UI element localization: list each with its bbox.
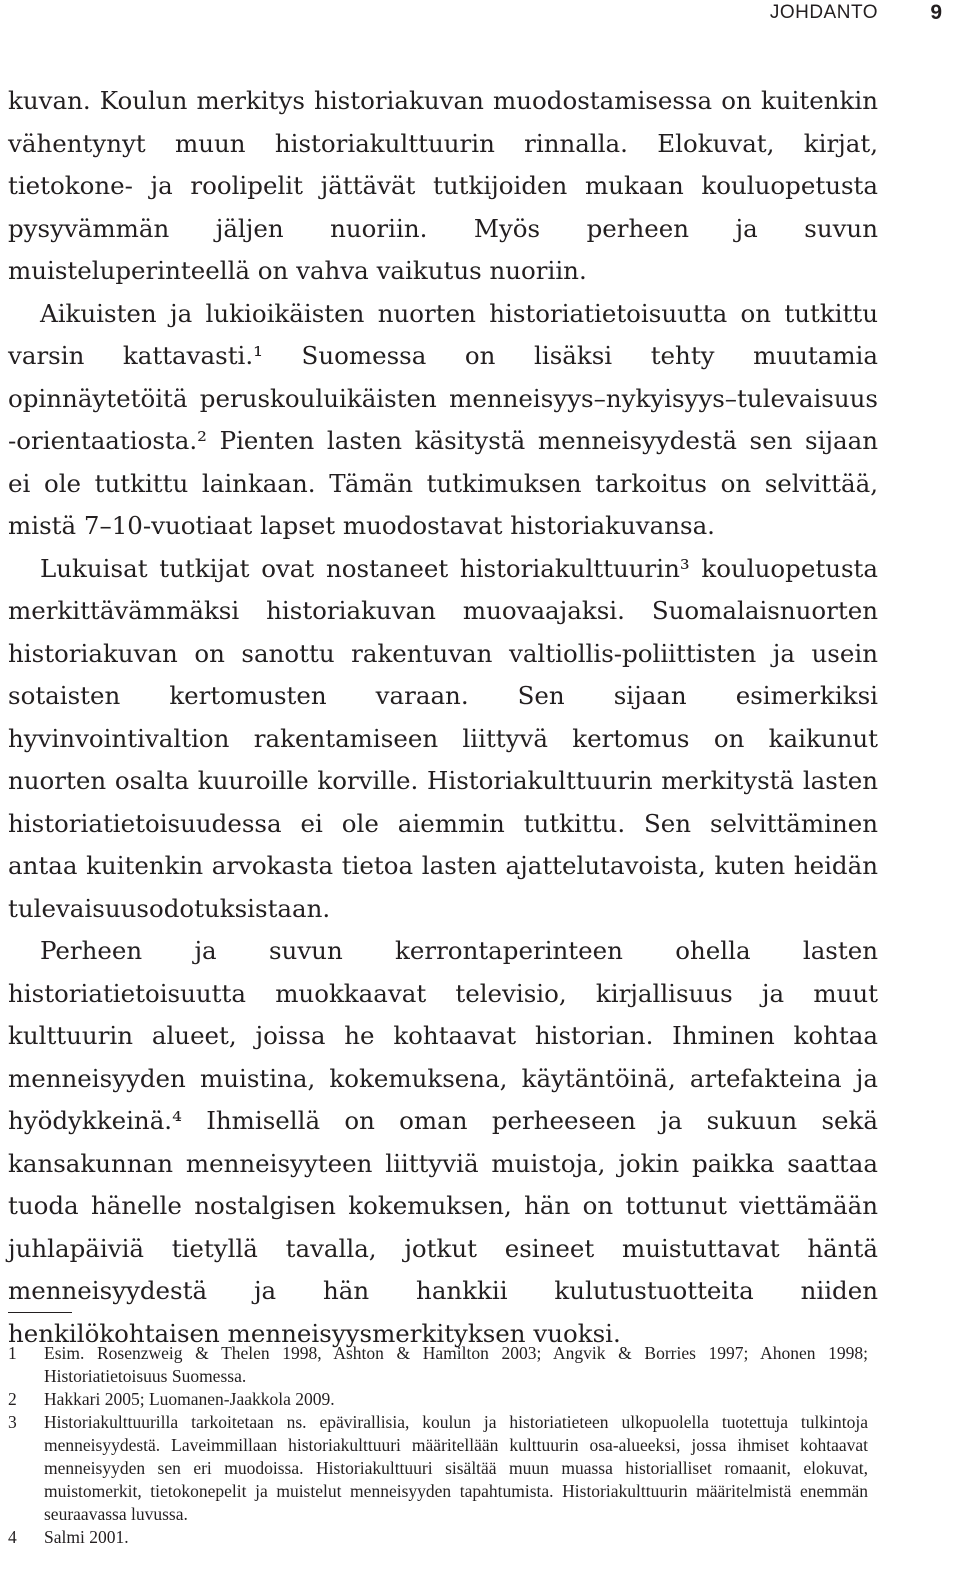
footnote-number: 2 — [8, 1389, 17, 1409]
footnote-text: Salmi 2001. — [44, 1527, 129, 1547]
body-text — [8, 80, 878, 1355]
footnote-text: Historiakulttuurilla tarkoitetaan ns. epävirallisia, koulun ja historiatieteen ulkopuolella tuotettuja tulkintoja menneisyydestä. Laveimmillaan historiakulttuuri määritellään kulttuurin osa-alueeksi, jossa ihmiset kohtaavat menneisyyden sen eri muodoissa. Historiakulttuuri sisältää muun muassa historialliset romaanit, elokuvat, muistomerkit, tietokonepelit ja muistelut menneisyyden tapahtumista. Historiakulttuurin määritelmistä enemmän seuraavassa luvussa. — [44, 1412, 868, 1524]
paragraph: Lukuisat tutkijat ovat nostaneet historiakulttuurin³ kouluopetusta merkittävämmäksi historiakuvan muovaajaksi. Suomalaisnuorten historiakuvan on sanottu rakentuvan valtiollis-poliittisten ja usein sotaisten kertomusten varaan. Sen sijaan esimerkiksi hyvinvointivaltion rakentamiseen liittyvä kertomus on kaikunut nuorten osalta kuuroille korville. Historiakulttuurin merkitystä lasten historiatietoisuudessa ei ole aiemmin tutkittu. Sen selvittäminen antaa kuitenkin arvokasta tietoa lasten ajattelutavoista, kuten heidän tulevaisuusodotuksistaan. — [8, 553, 878, 923]
footnote-number: 3 — [8, 1412, 17, 1432]
footnote-number: 1 — [8, 1343, 17, 1363]
footnote-text: Hakkari 2005; Luomanen-Jaakkola 2009. — [44, 1389, 335, 1409]
footnote-separator — [8, 1312, 72, 1313]
footnote-number: 4 — [8, 1527, 17, 1547]
page-number: 9 — [930, 1, 942, 24]
footnote-text: Esim. Rosenzweig & Thelen 1998, Ashton & Hamilton 2003; Angvik & Borries 1997; Ahonen 1998; Historiatietoisuus Suomessa. — [44, 1343, 868, 1386]
footnote — [8, 1411, 868, 1526]
paragraph: kuvan. Koulun merkitys historiakuvan muodostamisessa on kuitenkin vähentynyt muun historiakulttuurin rinnalla. Elokuvat, kirjat, tietokone- ja roolipelit jättävät tutkijoiden mukaan kouluopetusta pysyvämmän jäljen nuoriin. Myös perheen ja suvun muisteluperinteellä on vahva vaikutus nuoriin. — [8, 86, 878, 285]
paragraph: Aikuisten ja lukioikäisten nuorten historiatietoisuutta on tutkittu varsin kattavasti.¹ Suomessa on lisäksi tehty muutamia opinnäytetöitä peruskouluikäisten menneisyys–nykyisyys–tulevaisuus -orientaatiosta.² Pienten lasten käsitystä menneisyydestä sen sijaan ei ole tutkittu lainkaan. Tämän tutkimuksen tarkoitus on selvittää, mistä 7–10-vuotiaat lapset muodostavat historiakuvansa. — [8, 298, 878, 540]
footnote — [8, 1526, 868, 1549]
paragraph: Perheen ja suvun kerrontaperinteen ohella lasten historiatietoisuutta muokkaavat televisio, kirjallisuus ja muut kulttuurin alueet, joissa he kohtaavat historian. Ihminen kohtaa menneisyyden muistina, kokemuksena, käytäntöinä, artefakteina ja hyödykkeinä.⁴ Ihmisellä on oman perheeseen ja sukuun sekä kansakunnan menneisyyteen liittyviä muistoja, jokin paikka saattaa tuoda hänelle nostalgisen kokemuksen, hän on tottunut viettämään juhlapäiviä tietyllä tavalla, jotkut esineet muistuttavat häntä menneisyydestä ja hän hankkii kulutustuotteita niiden henkilökohtaisen menneisyysmerkityksen vuoksi. — [8, 936, 878, 1348]
footnote — [8, 1388, 868, 1411]
running-header — [0, 2, 960, 26]
footnotes — [8, 1342, 868, 1549]
footnote — [8, 1342, 868, 1388]
running-title: JOHDANTO — [769, 2, 878, 23]
